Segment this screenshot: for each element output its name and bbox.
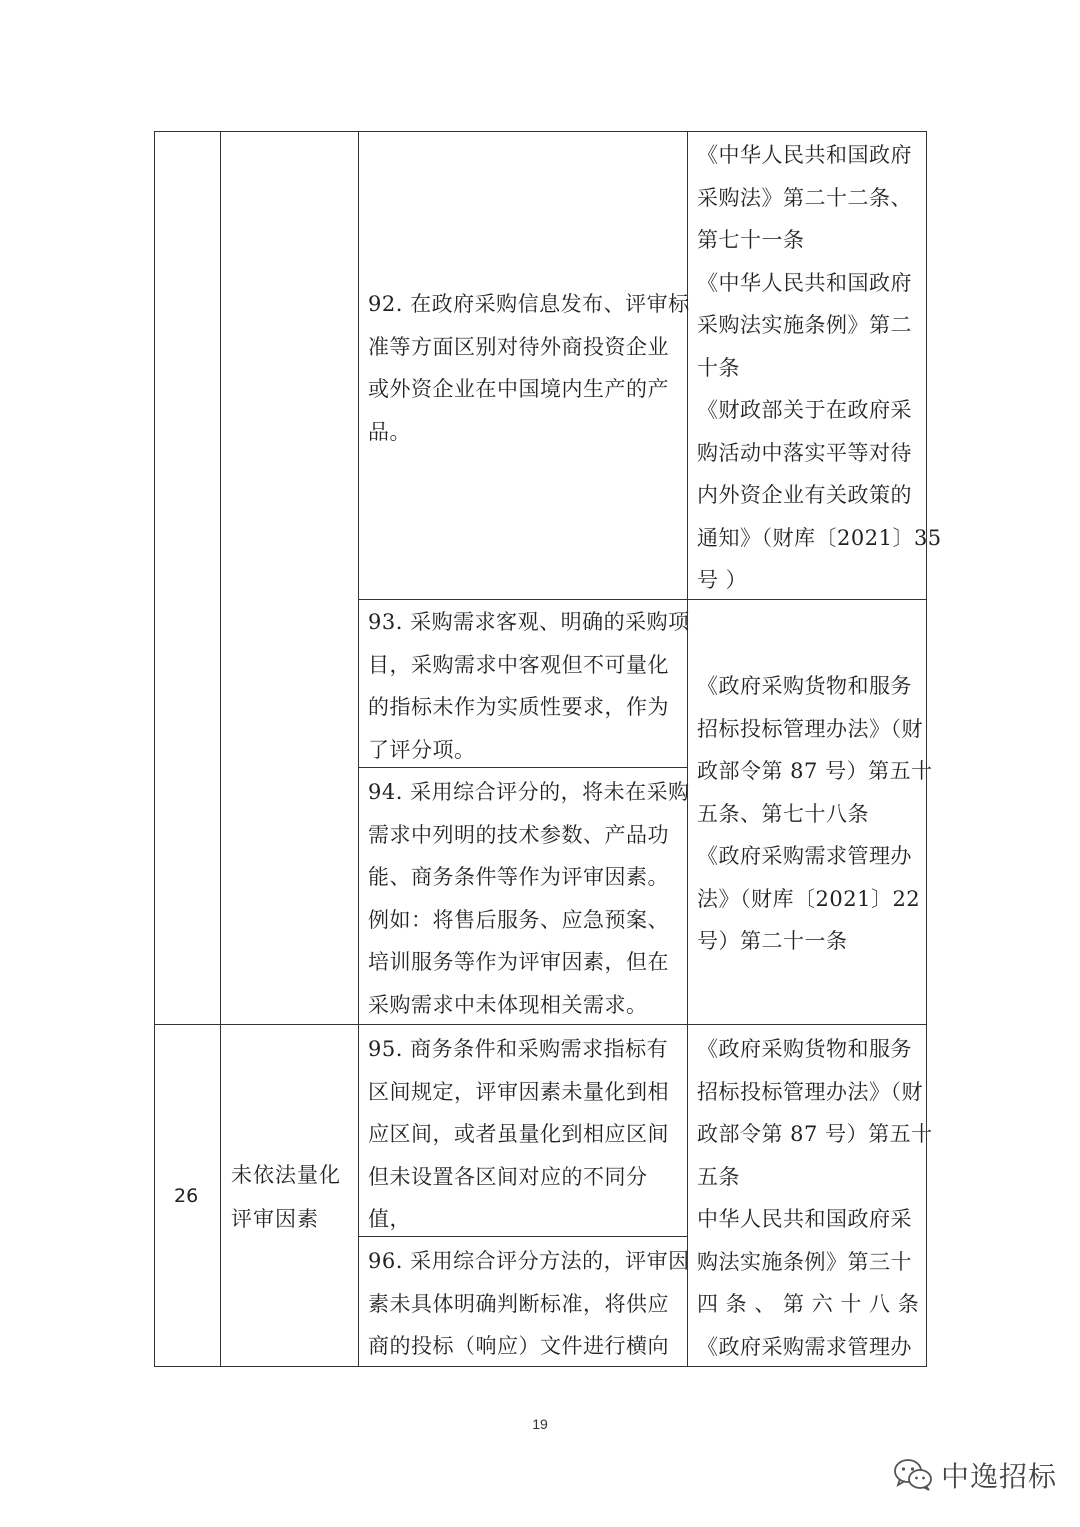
watermark-text: 中逸招标 <box>941 1460 1058 1493</box>
item-96: 96. 采用综合评分方法的，评审因 素未具体明确判断标准，将供应 商的投标（响应）文件进行横向 <box>368 1249 690 1358</box>
column-divider-1 <box>220 132 221 1366</box>
row-number: 26 <box>174 1185 199 1207</box>
regulation-table <box>154 131 942 1367</box>
basis-92: 《中华人民共和国政府 采购法》第二十二条、 第七十一条 《中华人民共和国政府 采购法实施条例》第二 十条 《财政部关于在政府采 购活动中落实平等对待 内外资企业有关政策的 通知》（财库〔2021〕35 号 ） <box>697 143 942 592</box>
item-93: 93. 采购需求客观、明确的采购项 目，采购需求中客观但不可量化 的指标未作为实质性要求，作为 了评分项。 <box>368 610 690 762</box>
wechat-icon <box>893 1458 933 1492</box>
item-94: 94. 采用综合评分的，将未在采购 需求中列明的技术参数、产品功 能、商务条件等作为评审因素。 例如：将售后服务、应急预案、 培训服务等作为评审因素，但在 采购需求中未体现相关需求。 <box>368 780 690 1017</box>
item-92: 92. 在政府采购信息发布、评审标 准等方面区别对待外商投资企业 或外资企业在中国境内生产的产 品。 <box>368 292 690 444</box>
column-divider-2 <box>358 132 359 1366</box>
category-cell: 未依法量化 评审因素 <box>231 1163 341 1231</box>
basis-93-94: 《政府采购货物和服务 招标投标管理办法》（财 政部令第 87 号）第五十 五条、第七十八条 《政府采购需求管理办 法》（财库〔2021〕22 号）第二十一条 <box>697 674 933 953</box>
item-95: 95. 商务条件和采购需求指标有 区间规定，评审因素未量化到相 应区间，或者虽量化到相应区间 但未设置各区间对应的不同分 值， <box>368 1037 669 1231</box>
basis-95-96: 《政府采购货物和服务 招标投标管理办法》（财 政部令第 87 号）第五十 五条 中华人民共和国政府采 购法实施条例》第三十 四 条 、 第 六 十 八 条 《政府采购需求管理办 <box>697 1037 933 1359</box>
page-number: 19 <box>532 1416 548 1432</box>
watermark <box>893 1455 1057 1495</box>
